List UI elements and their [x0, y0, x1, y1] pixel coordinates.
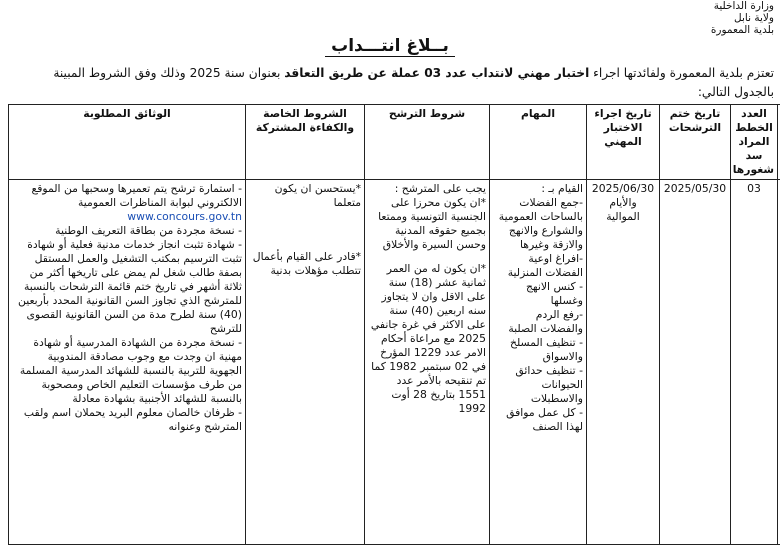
cell-conditions	[365, 180, 490, 545]
task-item: القيام بـ :	[493, 182, 583, 196]
task-item: -رفع الردم والفضلات الصلبة	[493, 308, 583, 336]
intro-part1: تعتزم بلدية المعمورة ولفائدتها اجراء	[589, 66, 774, 80]
special-item: *قادر على القيام بأعمال تتطلب مؤهلات بدنية	[249, 250, 361, 278]
concours-link[interactable]: www.concours.gov.tn	[12, 210, 242, 224]
ministry-name: وزارة الداخلية	[650, 0, 774, 12]
header-tasks: المهام	[490, 105, 587, 180]
condition-item: *ان يكون محرزا على الجنسية التونسية وممتعا بجميع حقوقه المدنية وحسن السيرة والأخلاق	[368, 196, 486, 252]
document-item: - استمارة ترشح يتم تعميرها وسحبها من الموقع الالكتروني لبوابة المناظرات العمومية	[12, 182, 242, 210]
intro-paragraph	[14, 64, 774, 102]
task-item: - تنظيف حدائق الحيوانات والاسطبلات	[493, 364, 583, 406]
governorate-name: ولاية نابل	[650, 12, 774, 24]
municipality-name: بلدية المعمورة	[650, 24, 774, 36]
header-special: الشروط الخاصة والكفاءة المشتركة	[246, 105, 365, 180]
table-header-row	[9, 105, 780, 180]
header-count: العدد الخطط المراد سد شغورها	[731, 105, 778, 180]
task-item: -افراغ اوعية الفضلات المنزلية	[493, 252, 583, 280]
task-item: - كل عمل موافق لهذا الصنف	[493, 406, 583, 434]
document-item: - نسخة مجردة من بطاقة التعريف الوطنية	[12, 224, 242, 238]
task-item: -جمع الفضلات بالساحات العمومية والشوارع والانهج والازقة وغيرها	[493, 196, 583, 252]
task-item: - تنظيف المسلخ والاسواق	[493, 336, 583, 364]
closing-date: 2025/05/30	[663, 182, 727, 196]
cell-exam-date	[587, 180, 660, 545]
cell-closing-date	[660, 180, 731, 545]
header-documents: الوثائق المطلوبة	[9, 105, 246, 180]
condition-item: *ان يكون له من العمر ثمانية عشر (18) سنة على الاقل وان لا يتجاوز سنه اربعين (40) سنة على الاكثر في غرة جانفي 2025 مع مراعاة أحكام الامر عدد 1229 المؤرخ في 02 سبتمبر 1982 كما تم تنقيحه بالأمر عدد 1551 بتاريخ 28 أوت 1992	[368, 262, 486, 416]
cell-documents	[9, 180, 246, 545]
positions-count: 03	[734, 182, 774, 196]
cell-special	[246, 180, 365, 545]
page-title: بــلاغ انتـــداب	[0, 36, 780, 56]
table-row	[9, 180, 780, 545]
recruitment-table	[8, 104, 780, 545]
cell-tasks	[490, 180, 587, 545]
exam-date-note: والأيام	[590, 196, 656, 210]
document-item: - نسخة مجردة من الشهادة المدرسية أو شهادة مهنية ان وجدت مع وجوب مصادقة المندوبية الجهوية للتربية بالنسبة للشهائد المدرسية المسلمة من طرف مؤسسات التعليم الخاص ومصحوبة بالنسبة للشهائد الأجنبية بشهادة معادلة	[12, 336, 242, 406]
special-item: *يستحسن ان يكون متعلما	[249, 182, 361, 210]
document-item: - ظرفان خالصان معلوم البريد يحملان اسم ولقب المترشح وعنوانه	[12, 406, 242, 434]
intro-bold: اختبار مهني لانتداب عدد 03 عملة عن طريق التعاقد	[284, 66, 589, 80]
header-exam-date: تاريخ اجراء الاختبار المهني	[587, 105, 660, 180]
header-closing-date: تاريخ ختم الترشحات	[660, 105, 731, 180]
letterhead	[650, 0, 774, 36]
exam-date: 2025/06/30	[590, 182, 656, 196]
cell-count	[731, 180, 778, 545]
document-item: - شهادة تثبت انجاز خدمات مدنية فعلية أو شهادة تثبت الترسيم بمكتب التشغيل والعمل المستقل بصفة طالب شغل لم يمض على تاريخها أكثر من ثلاثة أشهر في تاريخ ختم قائمة الترشحات بالنسبة للمترشح الذي تجاوز السن القانونية المحدد بأربعين (40) سنة لطرح مدة من السن القانونية القصوى للترشح	[12, 238, 242, 336]
task-item: - كنس الانهج وغسلها	[493, 280, 583, 308]
header-conditions: شروط الترشح	[365, 105, 490, 180]
intro-part2: بعنوان سنة 2025 وذلك وفق الشروط المبينة بالجدول التالي:	[53, 66, 774, 99]
condition-item: يجب على المترشح :	[368, 182, 486, 196]
exam-date-note: الموالية	[590, 210, 656, 224]
